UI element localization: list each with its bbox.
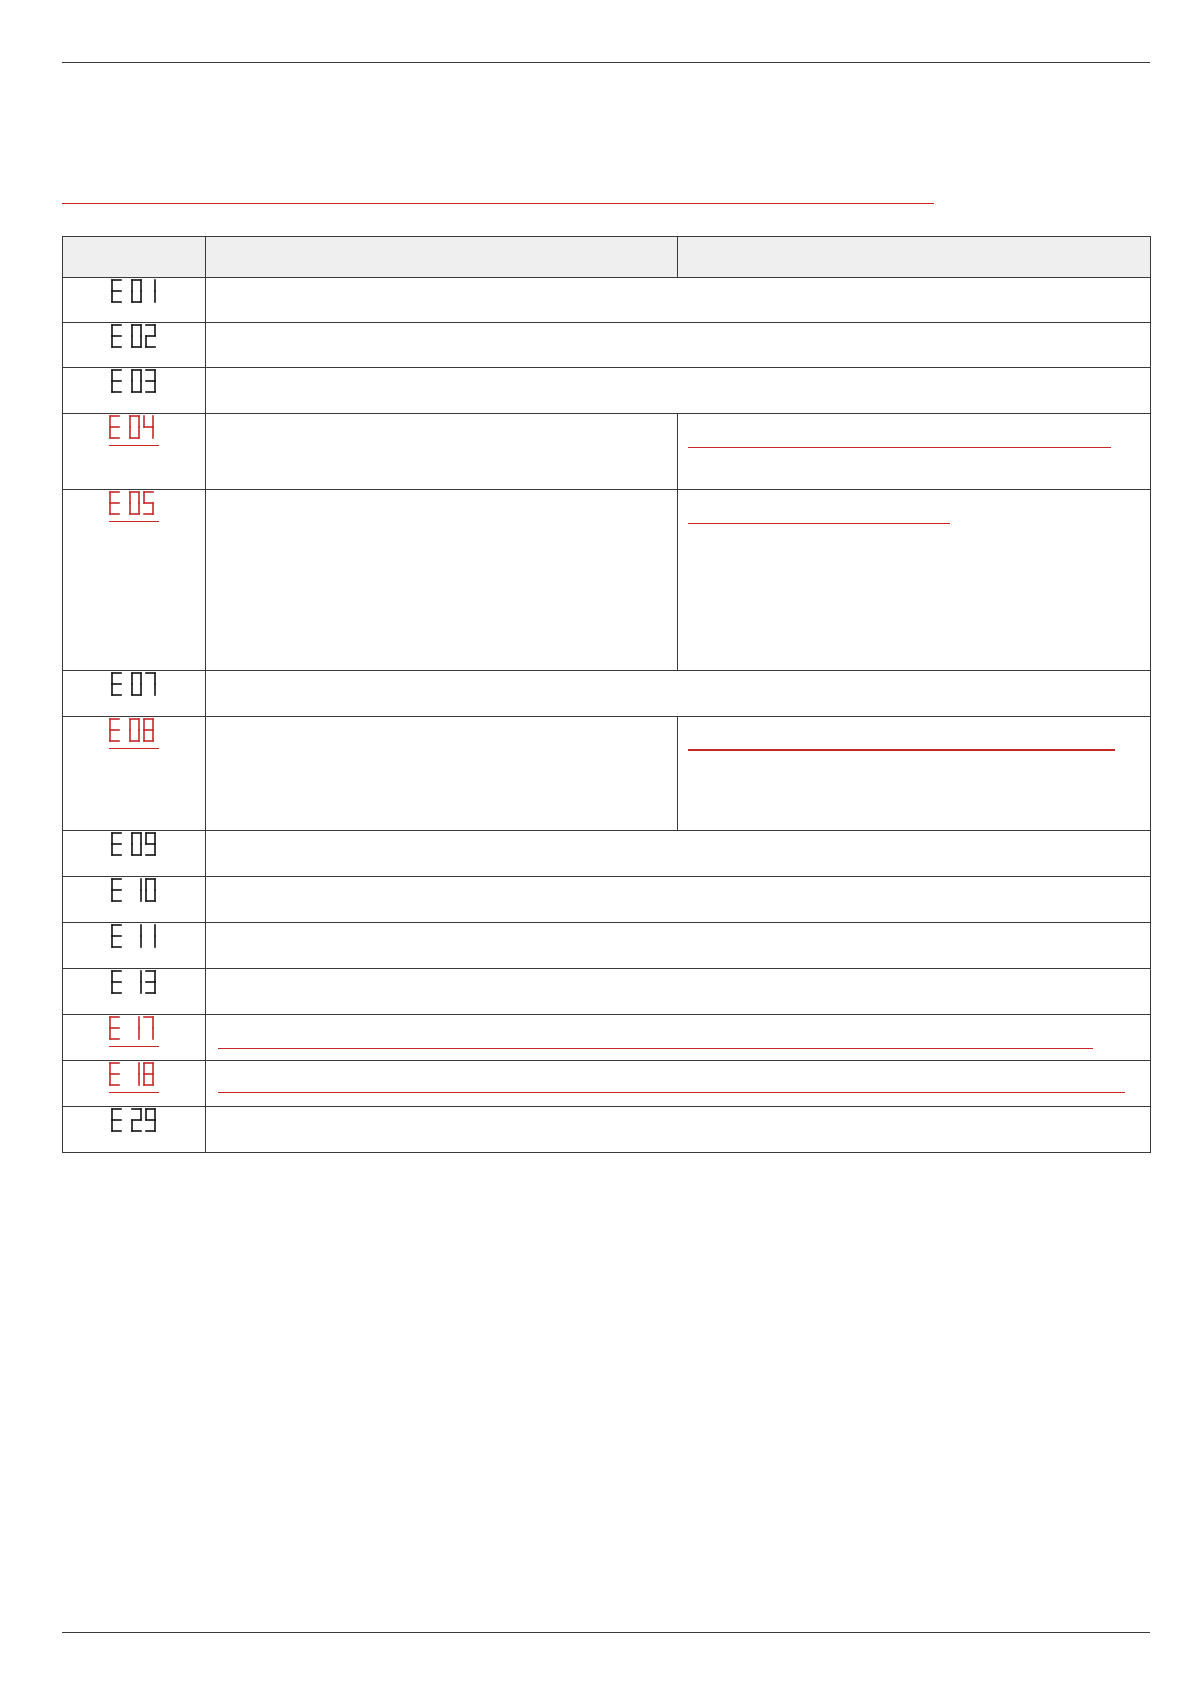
seven-segment-code: [111, 923, 157, 950]
error-code-link[interactable]: [109, 736, 159, 753]
error-code-table: [62, 236, 1151, 1153]
header-cell-cause: [206, 237, 678, 278]
code-link-underline[interactable]: [109, 1092, 159, 1093]
segment-digit: [112, 370, 121, 392]
description-cell: [206, 1015, 1151, 1061]
table-header-row: [63, 237, 1151, 278]
segment-digit: [146, 325, 155, 347]
seven-segment-code: [109, 490, 155, 517]
seven-segment-code: [111, 278, 157, 305]
error-code-display: [111, 292, 157, 309]
table-row: [63, 1015, 1151, 1061]
remedy-cell: [678, 414, 1151, 490]
seven-segment-code: [111, 831, 157, 858]
table-row: [63, 671, 1151, 717]
error-code-display: [111, 382, 157, 399]
segment-digit: [146, 673, 155, 695]
error-code-display: [111, 937, 157, 954]
segment-digit: [144, 1017, 153, 1039]
segment-digit: [112, 280, 121, 302]
segment-digit: [132, 833, 141, 855]
table-row: [63, 414, 1151, 490]
error-code-cell: [63, 490, 206, 671]
table-row: [63, 923, 1151, 969]
error-code-link[interactable]: [109, 1034, 159, 1051]
segment-digit: [146, 370, 155, 392]
segment-digit: [112, 673, 121, 695]
error-code-cell: [63, 278, 206, 323]
table-row: [63, 368, 1151, 414]
segment-digit: [112, 879, 121, 901]
segment-digit: [112, 1109, 121, 1131]
cause-cell: [206, 414, 678, 490]
code-link-underline[interactable]: [109, 445, 159, 446]
seven-segment-code: [109, 1015, 155, 1042]
segment-digit: [110, 416, 119, 438]
segment-digit: [110, 492, 119, 514]
segment-digit: [112, 925, 121, 947]
error-code-display: [111, 337, 157, 354]
description-cell: [206, 323, 1151, 368]
error-code-cell: [63, 323, 206, 368]
segment-digit: [110, 1017, 119, 1039]
cause-cell: [206, 717, 678, 831]
segment-digit: [110, 1063, 119, 1085]
error-code-cell: [63, 923, 206, 969]
segment-digit: [144, 416, 153, 438]
table-row: [63, 969, 1151, 1015]
table-row: [63, 278, 1151, 323]
code-link-underline[interactable]: [109, 748, 159, 749]
segment-digit: [130, 492, 139, 514]
description-cell: [206, 831, 1151, 877]
error-code-cell: [63, 414, 206, 490]
description-cell: [206, 1061, 1151, 1107]
segment-digit: [144, 492, 153, 514]
description-cell: [206, 969, 1151, 1015]
description-cell: [206, 368, 1151, 414]
error-code-display: [111, 983, 157, 1000]
code-link-underline[interactable]: [109, 1046, 159, 1047]
error-code-cell: [63, 368, 206, 414]
header-cell-remedy: [678, 237, 1151, 278]
error-code-cell: [63, 1061, 206, 1107]
cause-cell: [206, 490, 678, 671]
segment-digit: [144, 719, 153, 741]
segment-digit: [130, 416, 139, 438]
segment-digit: [146, 833, 155, 855]
remedy-cell: [678, 490, 1151, 671]
remedy-cell: [678, 717, 1151, 831]
seven-segment-code: [109, 1061, 155, 1088]
segment-digit: [146, 1109, 155, 1131]
segment-digit: [144, 1063, 153, 1085]
error-code-cell: [63, 831, 206, 877]
description-link-underline[interactable]: [218, 1048, 1093, 1049]
error-code-link[interactable]: [109, 509, 159, 526]
error-code-cell: [63, 1107, 206, 1153]
code-link-underline[interactable]: [109, 521, 159, 522]
table-row: [63, 717, 1151, 831]
description-link-underline[interactable]: [218, 1092, 1125, 1093]
description-cell: [206, 923, 1151, 969]
segment-digit: [132, 673, 141, 695]
segment-digit: [110, 719, 119, 741]
footer-rule: [62, 1632, 1150, 1633]
error-code-cell: [63, 717, 206, 831]
header-cell-code: [63, 237, 206, 278]
seven-segment-code: [111, 1107, 157, 1134]
description-cell: [206, 278, 1151, 323]
seven-segment-code: [111, 368, 157, 395]
table-row: [63, 877, 1151, 923]
description-cell: [206, 1107, 1151, 1153]
section-link-underline[interactable]: [62, 203, 934, 204]
remedy-link-underline[interactable]: [688, 523, 950, 524]
remedy-link-underline[interactable]: [688, 447, 1111, 448]
segment-digit: [146, 879, 155, 901]
seven-segment-code: [111, 323, 157, 350]
segment-digit: [132, 1109, 141, 1131]
segment-digit: [130, 719, 139, 741]
table-row: [63, 490, 1151, 671]
description-cell: [206, 877, 1151, 923]
error-code-cell: [63, 969, 206, 1015]
seven-segment-code: [109, 717, 155, 744]
seven-segment-code: [109, 414, 155, 441]
error-code-display: [111, 845, 157, 862]
segment-digit: [112, 833, 121, 855]
table-row: [63, 1107, 1151, 1153]
segment-digit: [112, 325, 121, 347]
error-code-link[interactable]: [109, 433, 159, 450]
remedy-link-underline[interactable]: [688, 749, 1115, 751]
seven-segment-code: [111, 969, 157, 996]
error-code-cell: [63, 877, 206, 923]
segment-digit: [132, 370, 141, 392]
error-code-display: [111, 1121, 157, 1138]
seven-segment-code: [111, 877, 157, 904]
error-code-cell: [63, 1015, 206, 1061]
table-row: [63, 831, 1151, 877]
segment-digit: [132, 325, 141, 347]
seven-segment-code: [111, 671, 157, 698]
segment-digit: [146, 971, 155, 993]
error-code-display: [111, 685, 157, 702]
table-row: [63, 323, 1151, 368]
error-code-link[interactable]: [109, 1080, 159, 1097]
error-code-display: [111, 891, 157, 908]
description-cell: [206, 671, 1151, 717]
segment-digit: [112, 971, 121, 993]
table-row: [63, 1061, 1151, 1107]
error-code-cell: [63, 671, 206, 717]
header-rule: [62, 62, 1150, 63]
segment-digit: [132, 280, 141, 302]
